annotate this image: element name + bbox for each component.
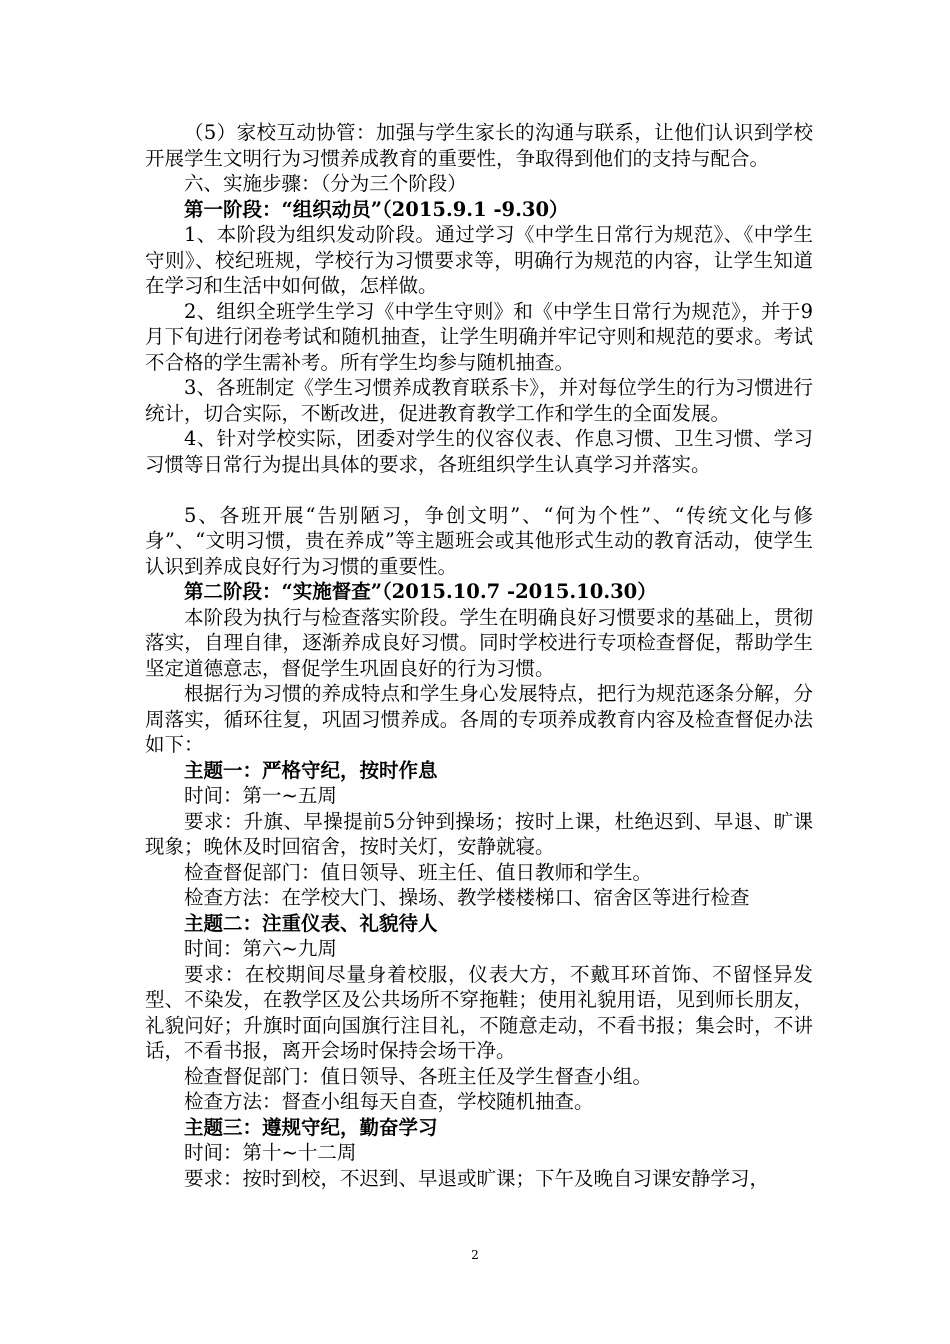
- paragraph: 要求：升旗、早操提前5分钟到操场；按时上课，杜绝迟到、早退、旷课现象；晚休及时回宿舍，按时关灯，安静就寝。: [145, 809, 813, 858]
- section-heading: 主题三：遵规守纪，勤奋学习: [184, 1115, 438, 1139]
- blank-line: [145, 477, 813, 503]
- section-heading: 主题一：严格守纪，按时作息: [184, 758, 438, 782]
- paragraph: 检查督促部门：值日领导、各班主任及学生督查小组。: [184, 1064, 653, 1088]
- document-body: [145, 120, 813, 1191]
- paragraph: 4、针对学校实际，团委对学生的仪容仪表、作息习惯、卫生习惯、学习习惯等日常行为提出具体的要求，各班组织学生认真学习并落实。: [145, 427, 813, 476]
- page-number: 2: [471, 1248, 479, 1262]
- paragraph: 本阶段为执行与检查落实阶段。学生在明确良好习惯要求的基础上，贯彻落实，自理自律，逐渐养成良好习惯。同时学校进行专项检查督促，帮助学生坚定道德意志，督促学生巩固良好的行为习惯。: [145, 605, 813, 680]
- paragraph: 六、实施步骤：（分为三个阶段）: [184, 172, 467, 195]
- paragraph: 1、本阶段为组织发动阶段。通过学习《中学生日常行为规范》、《中学生守则》、校纪班规，学校行为习惯要求等，明确行为规范的内容，让学生知道在学习和生活中如何做，怎样做。: [145, 223, 813, 297]
- paragraph: 检查方法：在学校大门、操场、教学楼楼梯口、宿舍区等进行检查: [184, 886, 750, 909]
- paragraph: 要求：在校期间尽量身着校服，仪表大方，不戴耳环首饰、不留怪异发型、不染发，在教学区及公共场所不穿拖鞋；使用礼貌用语，见到师长朋友，礼貌问好；升旗时面向国旗行注目礼，不随意走动，不看书报；集会时，不讲话，不看书报，离开会场时保持会场干净。: [145, 962, 813, 1062]
- paragraph: 5、各班开展“告别陋习，争创文明”、“何为个性”、“传统文化与修身”、“文明习惯，贵在养成”等主题班会或其他形式生动的教育活动，使学生认识到养成良好行为习惯的重要性。: [145, 503, 813, 578]
- paragraph: 要求：按时到校，不迟到、早退或旷课；下午及晚自习课安静学习，: [184, 1166, 770, 1190]
- section-heading: 第二阶段：“实施督查”（2015.10.7 -2015.10.30）: [184, 580, 657, 603]
- paragraph: 2、组织全班学生学习《中学生守则》和《中学生日常行为规范》，并于9月下旬进行闭卷考试和随机抽查，让学生明确并牢记守则和规范的要求。考试不合格的学生需补考。所有学生均参与随机抽查。: [145, 299, 813, 374]
- paragraph: 时间：第六~九周: [184, 937, 337, 960]
- paragraph: 根据行为习惯的养成特点和学生身心发展特点，把行为规范逐条分解，分周落实，循环往复，巩固习惯养成。各周的专项养成教育内容及检查督促办法如下：: [145, 682, 813, 756]
- paragraph: （5）家校互动协管：加强与学生家长的沟通与联系，让他们认识到学校开展学生文明行为习惯养成教育的重要性，争取得到他们的支持与配合。: [145, 121, 813, 170]
- paragraph: 时间：第十~十二周: [184, 1141, 357, 1164]
- paragraph: 3、各班制定《学生习惯养成教育联系卡》，并对每位学生的行为习惯进行统计，切合实际，不断改进，促进教育教学工作和学生的全面发展。: [145, 376, 813, 425]
- paragraph: 检查督促部门：值日领导、班主任、值日教师和学生。: [184, 860, 653, 884]
- section-heading: 第一阶段：“组织动员”（2015.9.1 -9.30）: [184, 197, 569, 221]
- paragraph: 时间：第一~五周: [184, 784, 337, 807]
- section-heading: 主题二：注重仪表、礼貌待人: [184, 911, 438, 935]
- paragraph: 检查方法：督查小组每天自查，学校随机抽查。: [184, 1090, 594, 1113]
